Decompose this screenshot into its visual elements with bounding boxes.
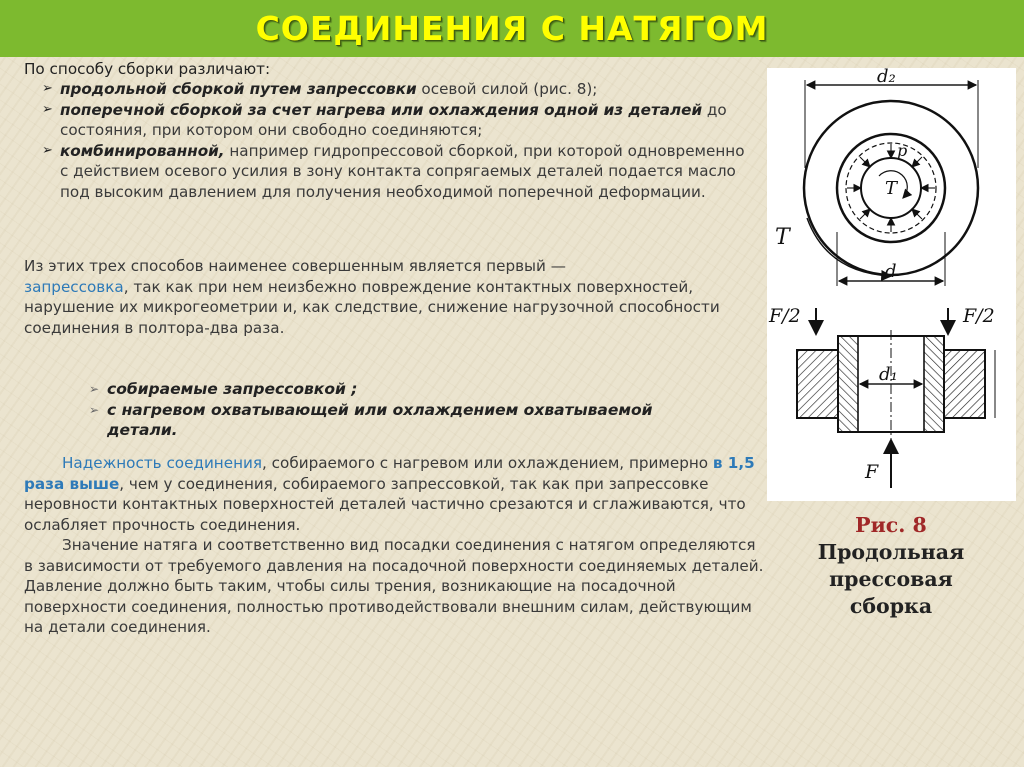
page-title: СОЕДИНЕНИЯ С НАТЯГОМ xyxy=(255,9,769,48)
chevron-bullet-icon: ➢ xyxy=(89,402,100,417)
list-item: ➢ поперечной сборкой за счет нагрева или охлаждения одной из деталей до состояния, при котором они свободно соединяются; xyxy=(42,100,727,139)
highlight-term: запрессовка xyxy=(24,277,124,296)
p-label: p xyxy=(897,141,908,160)
press-assembly-diagram xyxy=(767,68,1016,501)
force-label: F xyxy=(865,461,879,483)
caption-line: Продольная xyxy=(817,540,965,564)
list-item: ➢ с нагревом охватывающей или охлаждением охватываемой детали. xyxy=(89,400,653,439)
arrow-bullet-icon: ➢ xyxy=(42,101,53,117)
t-outer-label: T xyxy=(775,225,790,250)
highlight-term: в 1,5 раза выше xyxy=(24,454,755,493)
caption-number: Рис. 8 xyxy=(855,513,927,537)
assembly-list xyxy=(89,379,727,441)
list-item: ➢ продольной сборкой путем запрессовки осевой силой (рис. 8); xyxy=(42,80,598,98)
paragraph-reliability: Надежность соединения, собираемого с нагревом или охлаждением, примерно в 1,5 раза выше, чем у соединения, собираемого запрессовкой, так как при запрессовке неровности контактных поверхностей деталей частично срезаются и сглаживаются, что ослабляет прочность соединения. Значение натяга и соответственно вид посадки соединения с натягом определяются в зависимости от требуемого давления на посадочной поверхности соединяемых деталей. Давление должно быть таким, чтобы силы трения, возникающие на посадочной поверхности соединения, полностью противодействовали внешним силам, действующим на детали соединения. xyxy=(24,454,764,636)
caption-line: прессовая xyxy=(829,567,953,591)
intro-text: По способу сборки различают: xyxy=(24,60,271,78)
force-left-label: F/2 xyxy=(769,305,801,327)
arrow-bullet-icon: ➢ xyxy=(42,81,53,96)
force-right-label: F/2 xyxy=(963,305,995,327)
figure-press-assembly xyxy=(767,68,1016,501)
chevron-bullet-icon: ➢ xyxy=(89,382,100,396)
methods-list xyxy=(20,79,755,202)
arrow-bullet-icon: ➢ xyxy=(42,142,53,158)
paragraph-interference: Значение натяга и соответственно вид посадки соединения с натягом определяются в зависимости от требуемого давления на посадочной поверхности соединяемых деталей. Давление должно быть таким, чтобы силы трения, возникающие на посадочной поверхности соединения, полностью противодействовали внешним силам, действующим на детали соединения. xyxy=(24,536,764,636)
list-item: ➢ собираемые запрессовкой ; xyxy=(89,380,358,398)
title-bar xyxy=(0,0,1024,57)
d2-label: d₂ xyxy=(877,68,896,87)
d-label: d xyxy=(885,261,897,282)
d1-label: d₁ xyxy=(879,364,898,385)
list-item: ➢ комбинированной, например гидропрессовой сборкой, при которой одновременно с действием осевого усилия в зону контакта сопрягаемых деталей подается масло под высоким давлением для получения необходимой поперечной деформации. xyxy=(42,141,745,201)
paragraph-press-fit: Из этих трех способов наименее совершенным является первый — запрессовка, так как при нем неизбежно повреждение контактных поверхностей, нарушение их микрогеометрии и, как следствие, снижение нагрузочной способности соединения в полтора-два раза. xyxy=(24,257,720,337)
caption-line: сборка xyxy=(849,594,933,618)
t-inner-label: T xyxy=(885,178,898,199)
highlight-term: Надежность соединения xyxy=(62,454,263,472)
figure-caption xyxy=(760,512,1022,620)
